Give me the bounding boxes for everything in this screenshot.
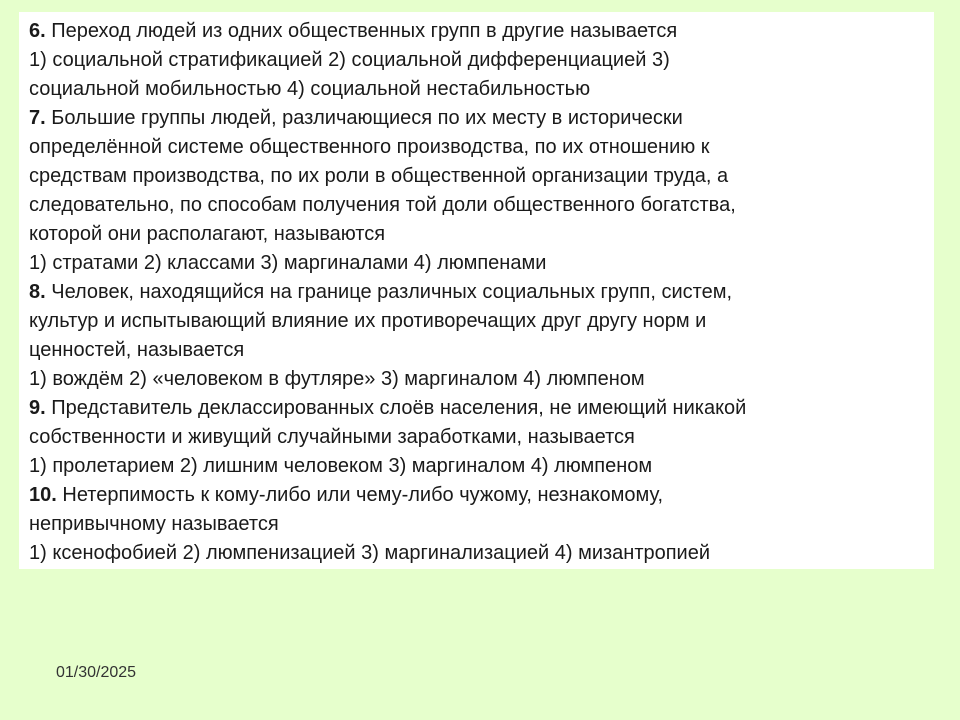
question-number: 10. <box>29 484 57 506</box>
question-line <box>29 278 924 307</box>
slide-content-panel <box>19 12 934 569</box>
question-number: 6. <box>29 20 46 42</box>
question-7 <box>29 104 924 278</box>
question-line <box>29 394 924 423</box>
question-line <box>29 17 924 46</box>
question-line: собственности и живущий случайными заработками, называется <box>29 426 635 448</box>
question-9 <box>29 394 924 481</box>
question-8 <box>29 278 924 394</box>
question-line: 1) стратами 2) классами 3) маргиналами 4) люмпенами <box>29 252 547 274</box>
question-line: которой они располагают, называются <box>29 223 386 245</box>
question-line: ценностей, называется <box>29 339 245 361</box>
question-number: 9. <box>29 397 46 419</box>
question-text: Нетерпимость к кому-либо или чему-либо чужому, незнакомому, <box>56 484 664 506</box>
question-line: социальной мобильностью 4) социальной нестабильностью <box>29 78 591 100</box>
question-line: культур и испытывающий влияние их противоречащих друг другу норм и <box>29 310 707 332</box>
question-line: определённой системе общественного производства, по их отношению к <box>29 136 710 158</box>
question-text: Человек, находящийся на границе различных социальных групп, систем, <box>45 281 733 303</box>
question-10 <box>29 481 924 568</box>
question-line: следовательно, по способам получения той доли общественного богатства, <box>29 194 736 216</box>
question-text: Представитель деклассированных слоёв населения, не имеющий никакой <box>45 397 747 419</box>
question-number: 8. <box>29 281 46 303</box>
question-line: 1) ксенофобией 2) люмпенизацией 3) маргинализацией 4) мизантропией <box>29 542 711 564</box>
question-line: 1) социальной стратификацией 2) социальной дифференциацией 3) <box>29 49 670 71</box>
question-line <box>29 104 924 133</box>
question-6 <box>29 17 924 104</box>
question-line <box>29 481 924 510</box>
question-number: 7. <box>29 107 46 129</box>
question-line: 1) вождём 2) «человеком в футляре» 3) маргиналом 4) люмпеном <box>29 368 645 390</box>
question-line: непривычному называется <box>29 513 279 535</box>
question-text: Переход людей из одних общественных групп в другие называется <box>45 20 678 42</box>
question-text: Большие группы людей, различающиеся по их месту в исторически <box>45 107 683 129</box>
question-line: средствам производства, по их роли в общественной организации труда, а <box>29 165 729 187</box>
question-line: 1) пролетарием 2) лишним человеком 3) маргиналом 4) люмпеном <box>29 455 653 477</box>
footer-date: 01/30/2025 <box>56 664 137 681</box>
